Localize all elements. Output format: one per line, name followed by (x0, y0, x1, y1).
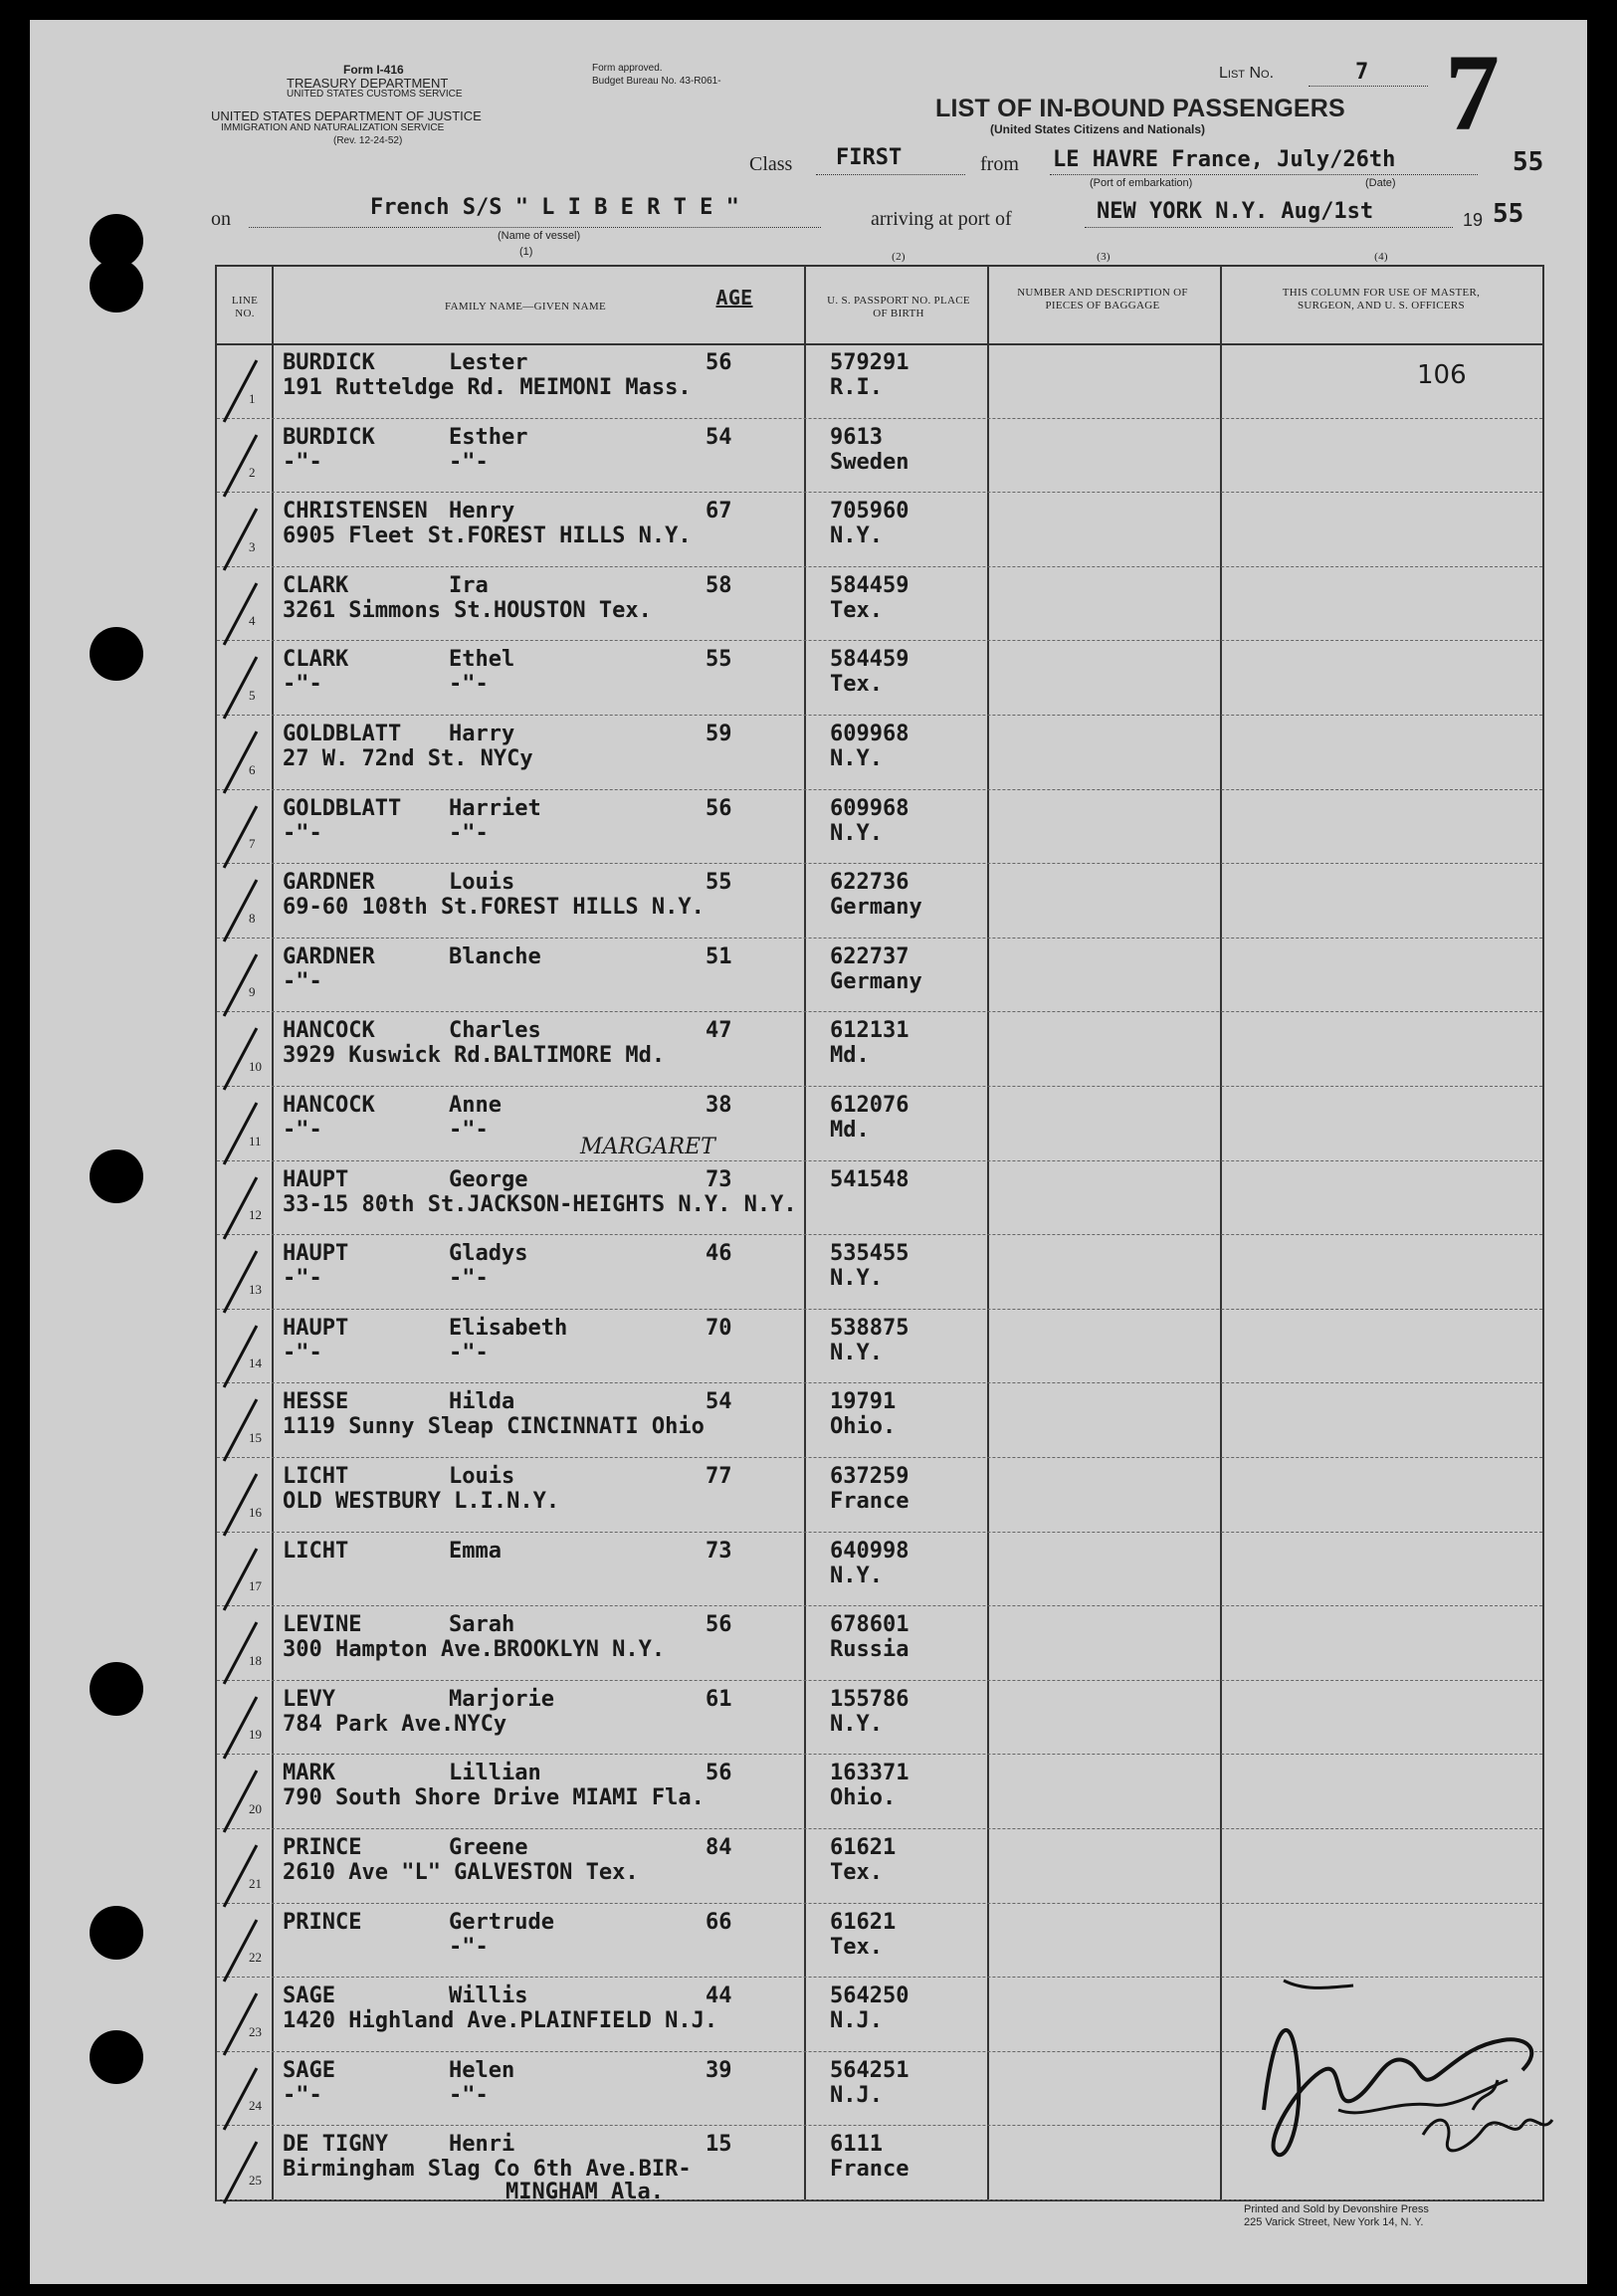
punch-hole (90, 1149, 143, 1203)
list-no-label: List No. (1219, 65, 1275, 82)
place-of-birth: N.Y. (830, 1711, 883, 1737)
family-name: HESSE (283, 1389, 349, 1415)
age: 46 (706, 1241, 732, 1267)
family-name: PRINCE (283, 1835, 362, 1860)
given-name: Sarah (449, 1612, 515, 1638)
address: OLD WESTBURY L.I.N.Y. (283, 1489, 560, 1514)
family-name: PRINCE (283, 1909, 362, 1935)
given-name: Charles (449, 1018, 541, 1044)
given-name: Harry (449, 722, 515, 746)
address-continued: MINGHAM Ala. (505, 2180, 664, 2205)
officer-signature (1244, 1961, 1562, 2180)
line-number: 19 (249, 1727, 262, 1743)
line-number: 10 (249, 1058, 262, 1074)
address: 27 W. 72nd St. NYCy (283, 746, 533, 771)
address: 3929 Kuswick Rd.BALTIMORE Md. (283, 1043, 666, 1069)
given-name: Willis (449, 1983, 528, 2009)
line-number: 13 (249, 1281, 262, 1297)
table-row (217, 1161, 1542, 1236)
line-number: 9 (249, 984, 256, 1000)
place-of-birth: Tex. (830, 1860, 883, 1885)
line-number: 3 (249, 538, 256, 554)
passport-number: 622736 (830, 870, 910, 896)
line-number: 23 (249, 2023, 262, 2039)
document-subtitle: (United States Citizens and Nationals) (990, 122, 1206, 136)
passport-number: 640998 (830, 1538, 910, 1564)
place-of-birth: Ohio. (830, 1785, 897, 1811)
address: 2610 Ave "L" GALVESTON Tex. (283, 1860, 639, 1885)
table-row (217, 641, 1542, 716)
age: 56 (706, 1761, 732, 1786)
given-name: Elisabeth (449, 1315, 568, 1341)
family-name: HANCOCK (283, 1093, 375, 1118)
document-title: LIST OF IN-BOUND PASSENGERS (935, 95, 1345, 122)
passport-number: 61621 (830, 1909, 897, 1935)
age: 66 (706, 1909, 732, 1935)
form-approved: Form approved. (592, 63, 663, 74)
punch-hole (90, 627, 143, 681)
age: 77 (706, 1464, 732, 1489)
place-of-birth: Ohio. (830, 1414, 897, 1440)
table-row (217, 1829, 1542, 1904)
age: 59 (706, 722, 732, 746)
table-row (217, 1681, 1542, 1756)
year-prefix: 19 (1463, 210, 1484, 230)
col-line-no: LINE NO. (231, 295, 259, 319)
age: 15 (706, 2132, 732, 2158)
passport-number: 538875 (830, 1315, 910, 1341)
line-number: 4 (249, 613, 256, 629)
given-name: Gladys (449, 1241, 528, 1267)
address: Birmingham Slag Co 6th Ave.BIR- (283, 2157, 692, 2183)
punch-hole (90, 259, 143, 313)
table-row (217, 1235, 1542, 1310)
department: TREASURY DEPARTMENT (287, 76, 449, 91)
place-of-birth: N.Y. (830, 1266, 883, 1292)
place-of-birth: N.Y. (830, 1563, 883, 1588)
place-of-birth: N.Y. (830, 746, 883, 771)
family-name: GARDNER (283, 870, 375, 896)
table-row (217, 567, 1542, 642)
address: 3261 Simmons St.HOUSTON Tex. (283, 597, 652, 623)
address: -"- (283, 672, 322, 698)
list-no: 7 (1355, 60, 1369, 85)
line-number: 11 (249, 1133, 262, 1148)
budget-bureau: Budget Bureau No. 43-R061- (592, 76, 721, 87)
place-of-birth: Russia (830, 1637, 910, 1663)
passport-number: 155786 (830, 1686, 910, 1712)
address: -"- (283, 820, 322, 846)
place-of-birth: N.J. (830, 2082, 883, 2108)
col-age: AGE (715, 286, 753, 310)
age: 73 (706, 1538, 732, 1564)
passport-number: 19791 (830, 1389, 897, 1415)
family-name: LEVY (283, 1686, 335, 1712)
ins: IMMIGRATION AND NATURALIZATION SERVICE (221, 122, 445, 133)
passport-number: 9613 (830, 424, 883, 450)
line-number: 12 (249, 1207, 262, 1223)
passenger-table (215, 251, 1544, 2205)
family-name: HAUPT (283, 1241, 349, 1267)
family-name: MARK (283, 1761, 335, 1786)
age: 47 (706, 1018, 732, 1044)
given-name: Henry (449, 499, 515, 524)
address: 784 Park Ave.NYCy (283, 1711, 507, 1737)
from-label: from (980, 153, 1019, 175)
age: 73 (706, 1166, 732, 1192)
family-name: SAGE (283, 2057, 335, 2083)
given-name: Greene (449, 1835, 528, 1860)
given-name: George (449, 1166, 528, 1192)
family-name: HANCOCK (283, 1018, 375, 1044)
table-row (217, 1755, 1542, 1829)
passport-number: 678601 (830, 1612, 910, 1638)
col-officers-num: (4) (1374, 251, 1388, 263)
passport-number: 612131 (830, 1018, 910, 1044)
given-name: Esther (449, 424, 528, 450)
port-of-embarkation: LE HAVRE France, July/26th (1053, 147, 1396, 172)
date-caption: (Date) (1365, 177, 1396, 189)
table-row (217, 1087, 1542, 1161)
given-name: Hilda (449, 1389, 515, 1415)
family-name: LICHT (283, 1538, 349, 1564)
arrival-year: 55 (1493, 199, 1524, 229)
printer-credit: Printed and Sold by Devonshire Press (1244, 2203, 1429, 2215)
address: 33-15 80th St.JACKSON-HEIGHTS N.Y. N.Y. (283, 1191, 797, 1217)
given-ditto: -"- (449, 1118, 489, 1143)
place-of-birth: Germany (830, 895, 922, 921)
passport-number: 541548 (830, 1166, 910, 1192)
form-revision: (Rev. 12-24-52) (333, 135, 403, 146)
age: 39 (706, 2057, 732, 2083)
family-name: LEVINE (283, 1612, 362, 1638)
table-row (217, 864, 1542, 939)
given-name: Lester (449, 350, 528, 375)
col-passport: U. S. PASSPORT NO. PLACE OF BIRTH (827, 295, 970, 319)
family-name: SAGE (283, 1983, 335, 2009)
age: 61 (706, 1686, 732, 1712)
vessel-caption: (Name of vessel) (498, 230, 581, 242)
given-name: Louis (449, 1464, 515, 1489)
family-name: CLARK (283, 647, 349, 673)
line-number: 1 (249, 390, 256, 406)
given-name: Harriet (449, 795, 541, 821)
passport-number: 612076 (830, 1093, 910, 1118)
age: 55 (706, 870, 732, 896)
given-ditto: -"- (449, 1266, 489, 1292)
table-row (217, 344, 1542, 419)
passport-number: 584459 (830, 572, 910, 598)
passport-number: 609968 (830, 795, 910, 821)
passport-number: 61621 (830, 1835, 897, 1860)
given-name: Ira (449, 572, 489, 598)
age: 55 (706, 647, 732, 673)
embark-year: 55 (1513, 147, 1544, 177)
given-name: Henri (449, 2132, 515, 2158)
table-row (217, 493, 1542, 567)
passport-number: 6111 (830, 2132, 883, 2158)
given-ditto: -"- (449, 449, 489, 475)
given-ditto: -"- (449, 1934, 489, 1960)
line-number: 6 (249, 761, 256, 777)
table-row (217, 419, 1542, 494)
address: 1420 Highland Ave.PLAINFIELD N.J. (283, 2008, 718, 2034)
table-row (217, 1310, 1542, 1384)
given-ditto: -"- (449, 820, 489, 846)
address: -"- (283, 1118, 322, 1143)
given-ditto: -"- (449, 672, 489, 698)
col-baggage: NUMBER AND DESCRIPTION OF PIECES OF BAGGAGE (1017, 287, 1188, 312)
age: 51 (706, 943, 732, 969)
place-of-birth: N.J. (830, 2008, 883, 2034)
line-number: 20 (249, 1800, 262, 1816)
form-number: Form I-416 (343, 63, 404, 77)
place-of-birth: Tex. (830, 597, 883, 623)
line-number: 24 (249, 2098, 262, 2114)
place-of-birth: N.Y. (830, 523, 883, 549)
age: 44 (706, 1983, 732, 2009)
given-ditto: -"- (449, 2082, 489, 2108)
family-name: CLARK (283, 572, 349, 598)
address: 69-60 108th St.FOREST HILLS N.Y. (283, 895, 705, 921)
age: 38 (706, 1093, 732, 1118)
passport-number: 564251 (830, 2057, 910, 2083)
table-row (217, 1458, 1542, 1533)
family-name: BURDICK (283, 424, 375, 450)
passport-number: 609968 (830, 722, 910, 746)
class-value: FIRST (836, 145, 903, 170)
col-passport-num: (2) (892, 251, 906, 263)
address: -"- (283, 1266, 322, 1292)
line-number: 17 (249, 1578, 262, 1594)
vessel-name: French S/S " L I B E R T E " (370, 195, 739, 220)
arriving-label: arriving at port of (871, 208, 1012, 230)
line-number: 7 (249, 836, 256, 852)
line-number: 16 (249, 1504, 262, 1520)
large-list-number: 7 (1445, 32, 1500, 153)
given-ditto: -"- (449, 1340, 489, 1365)
place-of-birth: Tex. (830, 672, 883, 698)
col-name: FAMILY NAME—GIVEN NAME (445, 301, 606, 313)
table-row (217, 1383, 1542, 1458)
age: 67 (706, 499, 732, 524)
place-of-birth: N.Y. (830, 1340, 883, 1365)
table-row (217, 1012, 1542, 1087)
passport-number: 637259 (830, 1464, 910, 1489)
line-number: 2 (249, 465, 256, 481)
line-number: 22 (249, 1950, 262, 1966)
table-row (217, 716, 1542, 790)
place-of-birth: Sweden (830, 449, 910, 475)
given-name: Ethel (449, 647, 515, 673)
address: -"- (283, 449, 322, 475)
passport-number: 535455 (830, 1241, 910, 1267)
punch-hole (90, 1906, 143, 1960)
address: 6905 Fleet St.FOREST HILLS N.Y. (283, 523, 692, 549)
passport-number: 705960 (830, 499, 910, 524)
age: 84 (706, 1835, 732, 1860)
address: -"- (283, 2082, 322, 2108)
place-of-birth: Md. (830, 1043, 870, 1069)
age: 56 (706, 1612, 732, 1638)
place-of-birth: France (830, 2157, 910, 2183)
family-name: GARDNER (283, 943, 375, 969)
line-number: 8 (249, 910, 256, 926)
given-name: Marjorie (449, 1686, 554, 1712)
given-name: Louis (449, 870, 515, 896)
passport-number: 579291 (830, 350, 910, 375)
arrival-port: NEW YORK N.Y. Aug/1st (1097, 199, 1374, 224)
printer-address: 225 Varick Street, New York 14, N. Y. (1244, 2216, 1424, 2228)
passport-number: 163371 (830, 1761, 910, 1786)
family-name: HAUPT (283, 1166, 349, 1192)
family-name: CHRISTENSEN (283, 499, 428, 524)
line-number: 18 (249, 1652, 262, 1668)
on-label: on (211, 208, 231, 230)
col-baggage-num: (3) (1097, 251, 1111, 263)
col1-caption: (1) (519, 246, 533, 258)
given-name: Gertrude (449, 1909, 554, 1935)
age: 56 (706, 350, 732, 375)
customs-service: UNITED STATES CUSTOMS SERVICE (287, 89, 463, 100)
address: -"- (283, 968, 322, 994)
given-name: Helen (449, 2057, 515, 2083)
family-name: GOLDBLATT (283, 795, 402, 821)
line-number: 14 (249, 1356, 262, 1371)
age: 58 (706, 572, 732, 598)
age: 54 (706, 424, 732, 450)
port-caption: (Port of embarkation) (1090, 177, 1193, 189)
age: 70 (706, 1315, 732, 1341)
handwritten-annotation: MARGARET (580, 1135, 715, 1159)
family-name: DE TIGNY (283, 2132, 388, 2158)
age: 54 (706, 1389, 732, 1415)
family-name: HAUPT (283, 1315, 349, 1341)
class-label: Class (749, 153, 793, 175)
given-name: Blanche (449, 943, 541, 969)
address: 300 Hampton Ave.BROOKLYN N.Y. (283, 1637, 666, 1663)
line-number: 25 (249, 2172, 262, 2188)
place-of-birth: France (830, 1489, 910, 1514)
line-number: 5 (249, 687, 256, 703)
officer-note: 106 (1417, 360, 1467, 390)
punch-hole (90, 1662, 143, 1716)
table-row (217, 790, 1542, 865)
family-name: BURDICK (283, 350, 375, 375)
given-name: Anne (449, 1093, 502, 1118)
justice-department: UNITED STATES DEPARTMENT OF JUSTICE (211, 108, 482, 123)
passport-number: 584459 (830, 647, 910, 673)
address: 790 South Shore Drive MIAMI Fla. (283, 1785, 705, 1811)
line-number: 15 (249, 1429, 262, 1445)
place-of-birth: N.Y. (830, 820, 883, 846)
punch-hole (90, 2030, 143, 2084)
given-name: Emma (449, 1538, 502, 1564)
place-of-birth: Md. (830, 1118, 870, 1143)
place-of-birth: R.I. (830, 375, 883, 400)
place-of-birth: Tex. (830, 1934, 883, 1960)
col-officers: THIS COLUMN FOR USE OF MASTER, SURGEON, AND U. S. OFFICERS (1282, 287, 1481, 312)
given-name: Lillian (449, 1761, 541, 1786)
table-row (217, 1533, 1542, 1607)
address: 191 Rutteldge Rd. MEIMONI Mass. (283, 375, 692, 400)
family-name: GOLDBLATT (283, 722, 402, 746)
address: 1119 Sunny Sleap CINCINNATI Ohio (283, 1414, 705, 1440)
table-row (217, 939, 1542, 1013)
age: 56 (706, 795, 732, 821)
line-number: 21 (249, 1875, 262, 1891)
place-of-birth: Germany (830, 968, 922, 994)
address: -"- (283, 1340, 322, 1365)
table-row (217, 1606, 1542, 1681)
family-name: LICHT (283, 1464, 349, 1489)
passport-number: 622737 (830, 943, 910, 969)
passport-number: 564250 (830, 1983, 910, 2009)
